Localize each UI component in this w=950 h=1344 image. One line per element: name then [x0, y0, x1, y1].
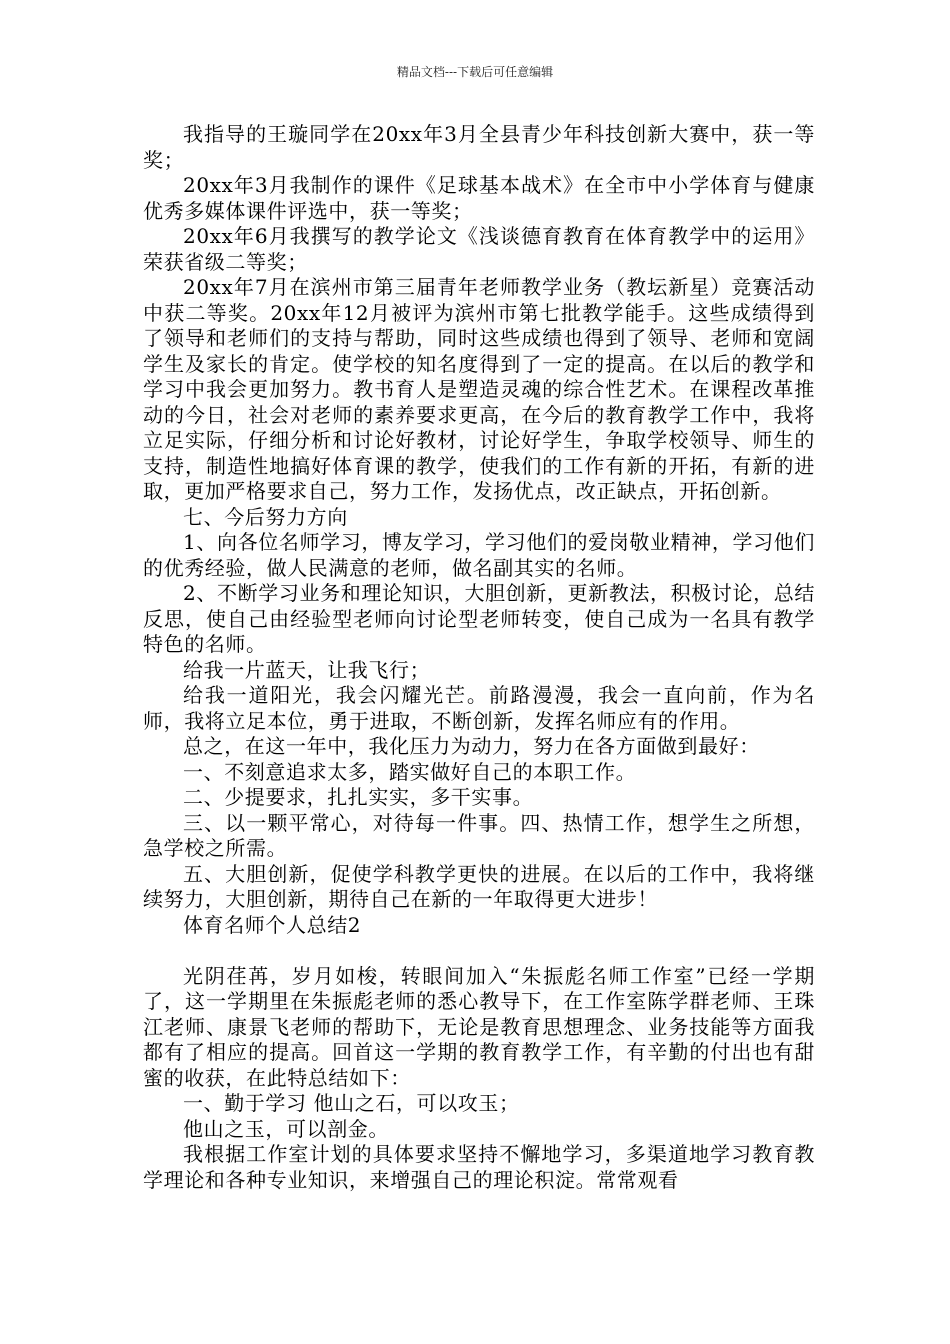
paragraph-award-teaching-summary: 20xx年7月在滨州市第三届青年老师教学业务（教坛新星）竞赛活动中获二等奖。20xx年12月被评为滨州市第七批教学能手。这些成绩得到了领导和老师们的支持与帮助，同时这些成绩也得到了领导、老师和宽阔学生及家长的肯定。使学校的知名度得到了一定的提高。在以后的教学和学习中我会更加努力。教书育人是塑造灵魂的综合性艺术。在课程改革推动的今日，社会对老师的素养要求更高，在今后的教育教学工作中，我将立足实际，仔细分析和讨论好教材，讨论好学生，争取学校领导、师生的支持，制造性地搞好体育课的教学，使我们的工作有新的开拓，有新的进取，更加严格要求自己，努力工作，发扬优点，改正缺点，开拓创新。 — [143, 275, 815, 503]
paragraph-point-1: 一、不刻意追求太多，踏实做好自己的本职工作。 — [183, 759, 637, 784]
paragraph-study-heading: 一、勤于学习 他山之石，可以攻玉； — [183, 1091, 520, 1115]
paragraph-award-tech-contest: 我指导的王璇同学在20xx年3月全县青少年科技创新大赛中，获一等奖； — [143, 122, 815, 172]
document-body — [143, 122, 815, 1193]
paragraph-direction-1: 1、向各位名师学习，博友学习，学习他们的爱岗敬业精神，学习他们的优秀经验，做人民满意的老师，做名副其实的名师。 — [143, 530, 815, 580]
paragraph-award-courseware: 20xx年3月我制作的课件《足球基本战术》在全市中小学体育与健康优秀多媒体课件评选中，获一等奖； — [143, 173, 815, 223]
section-title-summary-2: 体育名师个人总结2 — [183, 912, 362, 937]
page-header: 精品文档---下载后可任意编辑 — [396, 65, 554, 79]
paragraph-direction-2: 2、不断学习业务和理论知识，大胆创新，更新教法，积极讨论，总结反思，使自己由经验型老师向讨论型老师转变，使自己成为一名具有教学特色的名师。 — [143, 581, 815, 656]
paragraph-summary-2-intro: 光阴荏苒，岁月如梭，转眼间加入“朱振彪名师工作室”已经一学期了，这一学期里在朱振彪老师的悉心教导下，在工作室陈学群老师、王珠江老师、康景飞老师的帮助下，无论是教育思想理念、业务技能等方面我都有了相应的提高。回首这一学期的教育教学工作，有辛勤的付出也有甜蜜的收获，在此特总结如下： — [143, 963, 815, 1090]
paragraph-blue-sky: 给我一片蓝天，让我飞行； — [183, 657, 431, 682]
paragraph-study-quote: 他山之玉，可以剖金。 — [183, 1116, 389, 1141]
paragraph-point-3-4: 三、以一颗平常心，对待每一件事。四、热情工作，想学生之所想，急学校之所需。 — [143, 810, 815, 860]
paragraph-point-5: 五、大胆创新，促使学科教学更快的进展。在以后的工作中，我将继续努力，大胆创新，期待自己在新的一年取得更大进步！ — [143, 861, 815, 911]
paragraph-point-2: 二、少提要求，扎扎实实，多干实事。 — [183, 785, 534, 809]
paragraph-in-summary: 总之，在这一年中，我化压力为动力，努力在各方面做到最好： — [183, 734, 760, 758]
section-heading-future-direction: 七、今后努力方向 — [183, 504, 348, 529]
paragraph-study-plan: 我根据工作室计划的具体要求坚持不懈地学习，多渠道地学习教育教学理论和各种专业知识，来增强自己的理论积淀。常常观看 — [143, 1142, 815, 1192]
paragraph-award-paper: 20xx年6月我撰写的教学论文《浅谈德育教育在体育教学中的运用》荣获省级二等奖； — [143, 224, 815, 274]
blank-line — [143, 938, 815, 964]
paragraph-sunlight: 给我一道阳光，我会闪耀光芒。前路漫漫，我会一直向前，作为名师，我将立足本位，勇于进取，不断创新，发挥名师应有的作用。 — [143, 683, 815, 733]
